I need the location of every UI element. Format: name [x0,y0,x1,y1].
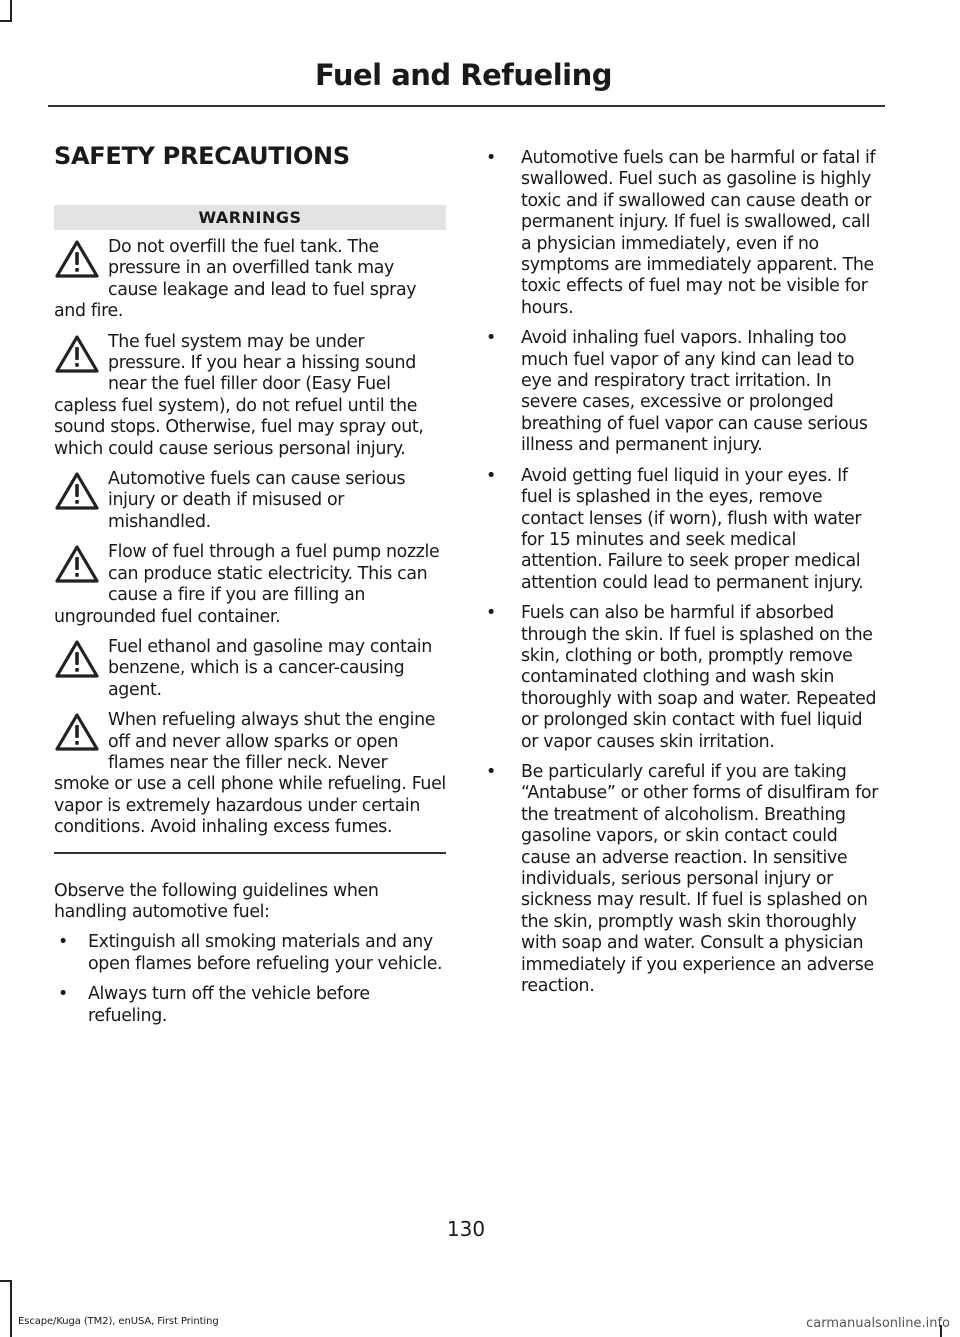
crop-mark-bottom-left-vertical [10,1280,12,1337]
warning-triangle-icon [54,544,102,586]
warnings-heading: WARNINGS [54,205,446,230]
watermark: carmanualsonline.info [806,1316,950,1331]
guideline-item [480,762,880,997]
bullet-marker: • [486,148,496,168]
guideline-item [480,328,880,456]
warning-text: Fuel ethanol and gasoline may contain benzene, which is a cancer-causing agent. [108,636,432,700]
warning-item [54,469,446,533]
warnings-end-rule [54,852,446,854]
page-header-title: Fuel and Refueling [314,58,612,92]
right-column [480,148,880,997]
warning-triangle-icon [54,334,102,376]
warning-item [54,332,446,460]
warning-item [54,637,446,701]
warning-item [54,237,446,323]
warning-text: Do not overfill the fuel tank. The pressure in an overfilled tank may cause leakage and lead to fuel spray and fire. [54,237,417,322]
warning-triangle-icon [54,239,102,281]
crop-mark-bottom-left-horizontal [0,1280,12,1282]
guidelines-list-right [480,148,880,997]
guideline-item [54,932,446,975]
guideline-item [54,984,446,1027]
bullet-marker: • [486,465,496,486]
section-title: SAFETY PRECAUTIONS [54,142,350,170]
guideline-text: Fuels can also be harmful if absorbed through the skin. If fuel is splashed on the skin, clothing or both, promptly remove contaminated clothing and wash skin thoroughly with soap and water. Repeated or prolonged skin contact with fuel liquid or vapor causes skin irritation. [521,603,877,752]
crop-mark-top-left-horizontal [0,20,12,22]
warning-text: The fuel system may be under pressure. If you hear a hissing sound near the fuel filler door (Easy Fuel capless fuel system), do not refuel until the sound stops. Otherwise, fuel may spray out, which could cause serious personal injury. [54,331,424,459]
guideline-text: Avoid inhaling fuel vapors. Inhaling too much fuel vapor of any kind can lead to eye and respiratory tract irritation. In severe cases, excessive or prolonged breathing of fuel vapor can cause serious illness and permanent injury. [521,328,868,456]
warning-item [54,542,446,628]
guideline-item [480,148,880,319]
warning-triangle-icon [54,471,102,513]
footer-edition: Escape/Kuga (TM2), enUSA, First Printing [18,1316,219,1327]
warning-text: When refueling always shut the engine off and never allow sparks or open flames near the filler neck. Never smoke or use a cell phone while refueling. Fuel vapor is extremely hazardous under certain conditions. Avoid inhaling excess fumes. [54,710,446,838]
warning-text: Flow of fuel through a fuel pump nozzle can produce static electricity. This can cause a fire if you are filling an ungrounded fuel container. [54,542,440,627]
bullet-marker: • [58,932,68,953]
guideline-text: Be particularly careful if you are taking “Antabuse” or other forms of disulfiram for the treatment of alcoholism. Breathing gasoline vapors, or skin contact could cause an adverse reaction. In sensitive individuals, serious personal injury or sickness may result. If fuel is splashed on the skin, promptly wash skin thoroughly with soap and water. Consult a physician immediately if you experience an adverse reaction. [521,761,878,997]
bullet-marker: • [486,603,496,624]
warnings-list [54,237,446,839]
guideline-text: Avoid getting fuel liquid in your eyes. If fuel is splashed in the eyes, remove contact lenses (if worn), flush with water for 15 minutes and seek medical attention. Failure to seek proper medical attention could lead to permanent injury. [521,465,864,593]
crop-mark-top-left-vertical [10,0,12,20]
left-column [54,142,446,1027]
page-number: 130 [446,1217,486,1241]
warning-text: Automotive fuels can cause serious injury or death if misused or mishandled. [108,469,406,532]
bullet-marker: • [486,761,496,782]
warning-triangle-icon [54,639,102,681]
header-divider [48,105,885,107]
guideline-item [480,603,880,753]
guideline-text: Extinguish all smoking materials and any open flames before refueling your vehicle. [88,932,443,974]
warning-triangle-icon [54,712,102,754]
bullet-marker: • [58,984,68,1005]
guidelines-list-left [54,932,446,1027]
guideline-text: Always turn off the vehicle before refueling. [88,984,370,1026]
guidelines-intro: Observe the following guidelines when handling automotive fuel: [54,880,379,922]
bullet-marker: • [486,328,496,349]
warning-item [54,710,446,838]
guideline-item [480,466,880,594]
guideline-text: Automotive fuels can be harmful or fatal if swallowed. Fuel such as gasoline is highly toxic and if swallowed can cause death or permanent injury. If fuel is swallowed, call a physician immediately, even if no symptoms are immediately apparent. The toxic effects of fuel may not be visible for hours. [521,148,876,318]
